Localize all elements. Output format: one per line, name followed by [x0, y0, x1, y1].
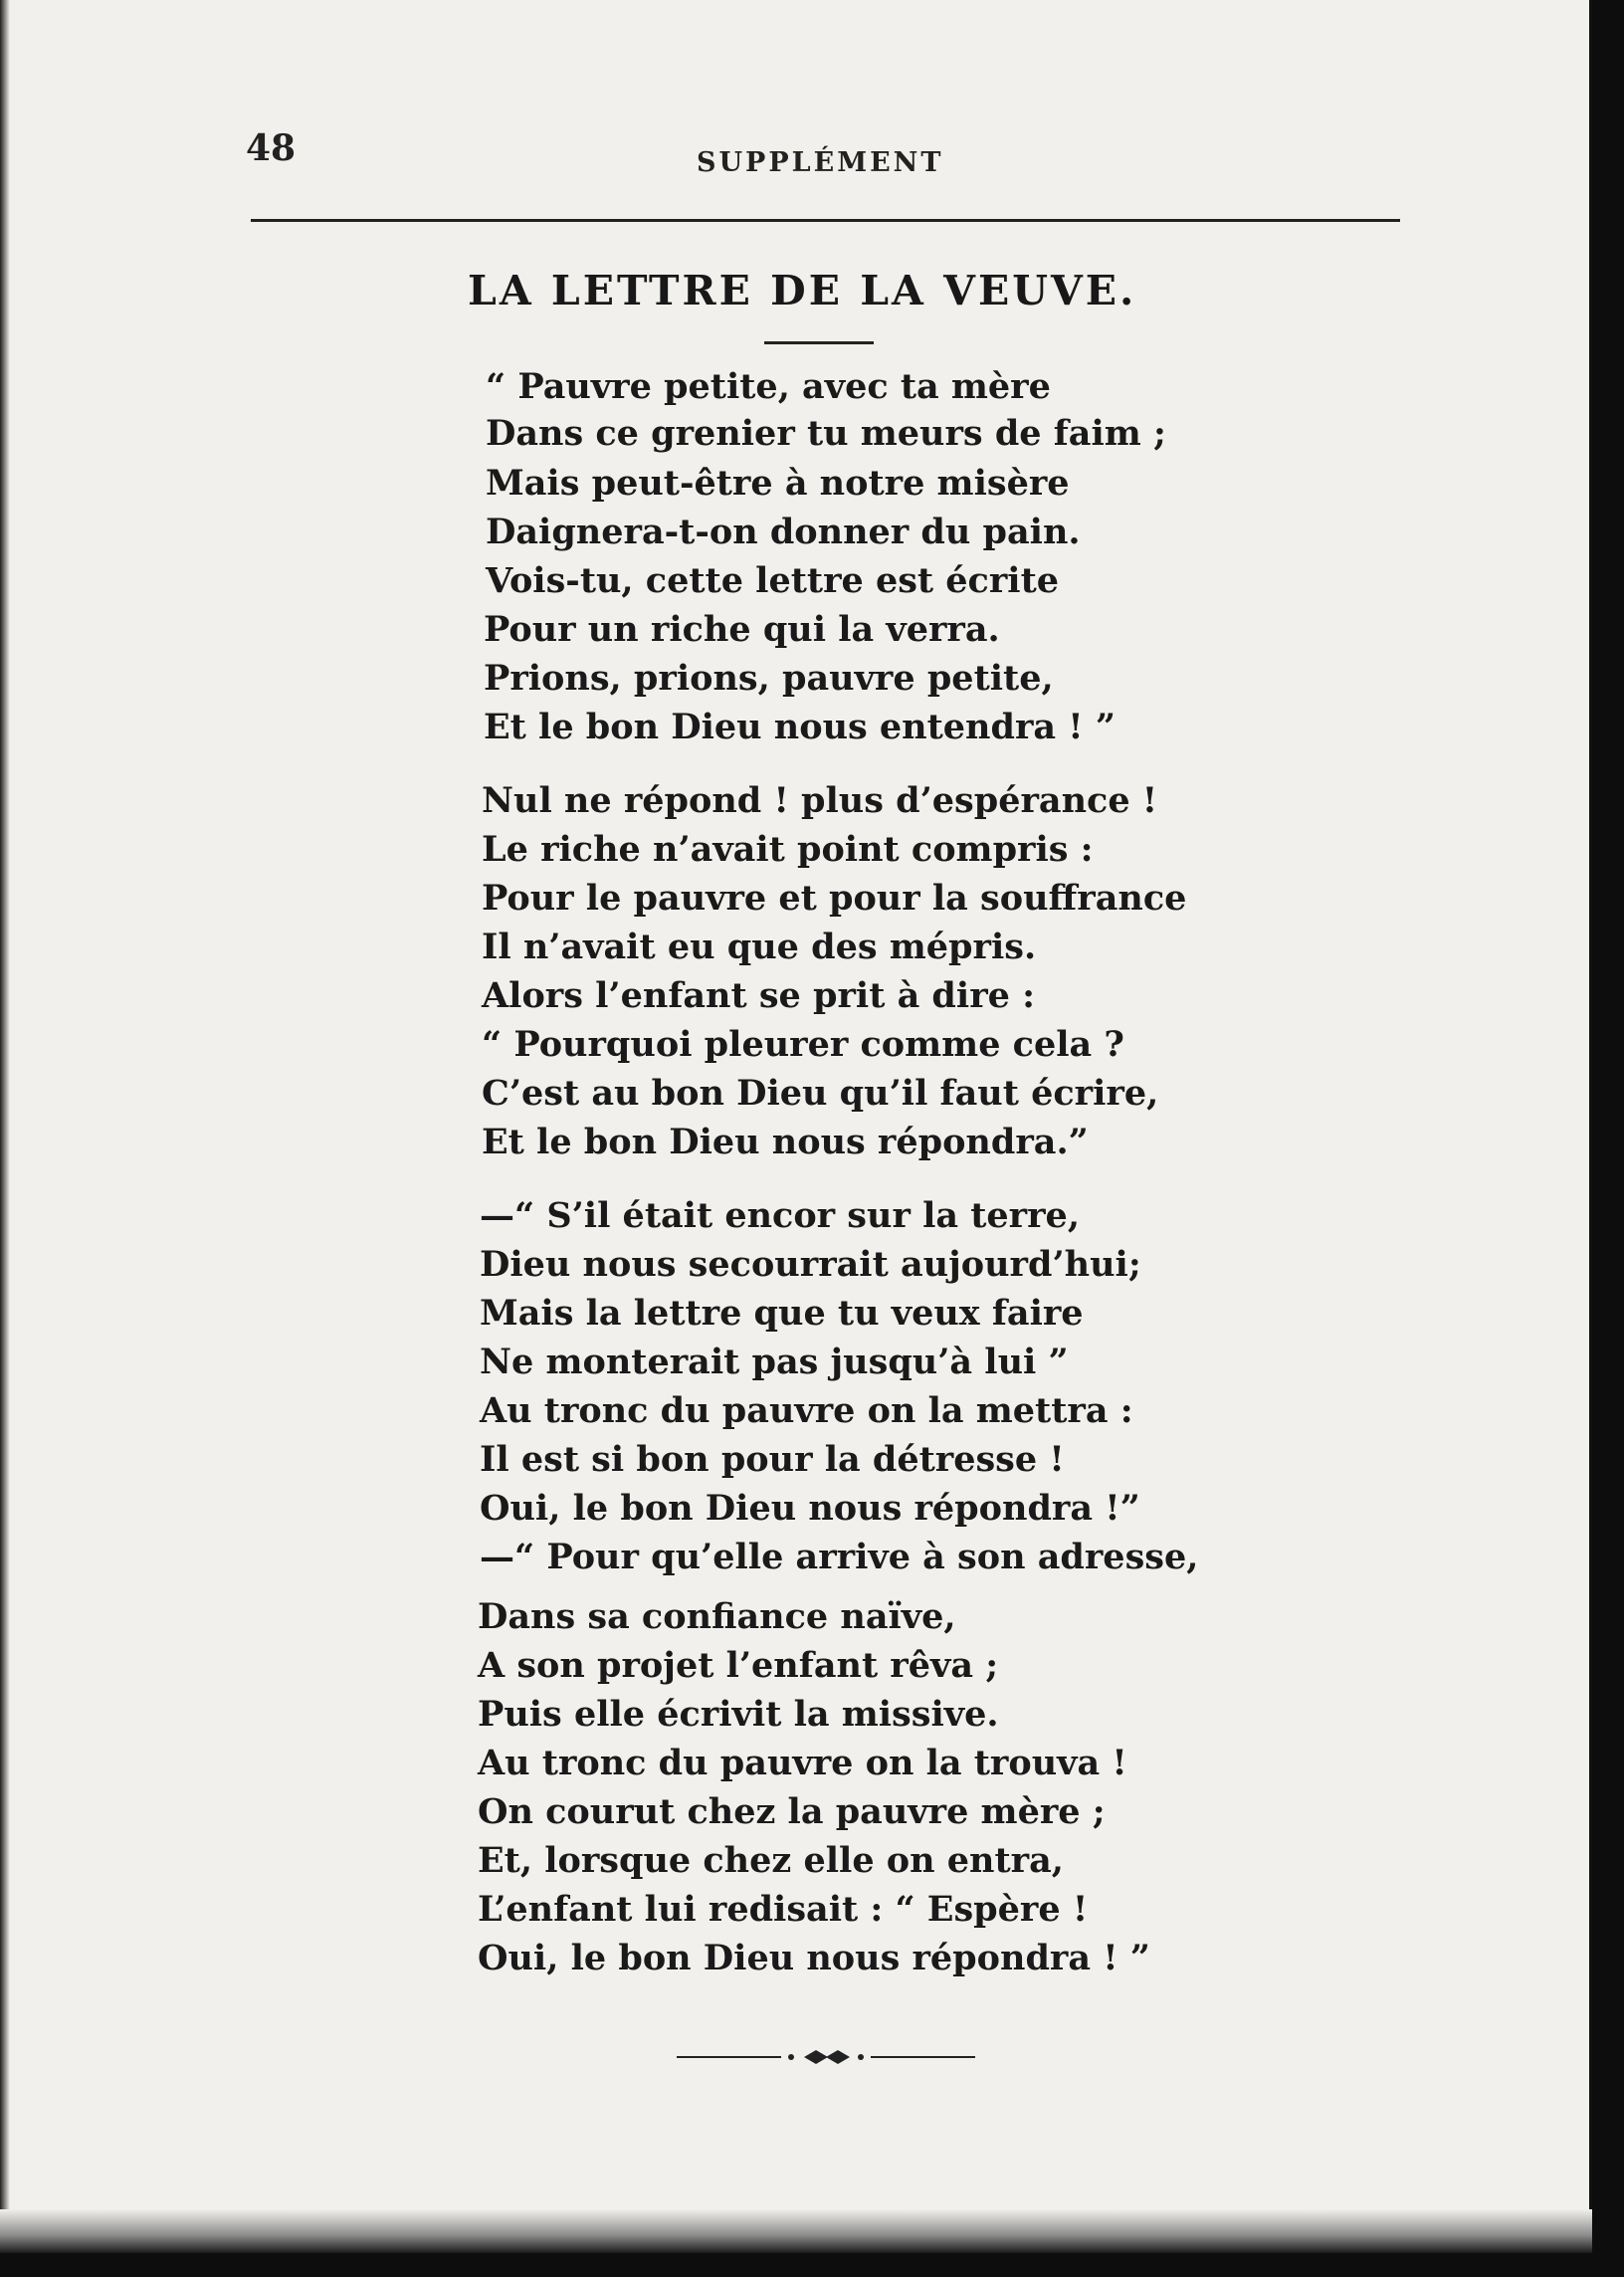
poem-line: Daignera-t-on donner du pain. — [486, 512, 1081, 552]
poem-line: Dieu nous secourrait aujourd’hui; — [480, 1244, 1141, 1285]
poem-line: Pour un riche qui la verra. — [484, 609, 1000, 650]
header-rule — [251, 219, 1400, 222]
poem-line: Il n’avait eu que des mépris. — [482, 927, 1037, 967]
poem-line: “ Pauvre petite, avec ta mère — [486, 366, 1051, 407]
page-edge-shadow — [0, 0, 10, 2253]
poem-line: Le riche n’avait point compris : — [482, 829, 1094, 870]
poem-line: Oui, le bon Dieu nous répondra ! ” — [478, 1938, 1150, 1978]
poem-line: Mais peut-être à notre misère — [486, 463, 1070, 504]
poem-line: On courut chez la pauvre mère ; — [478, 1791, 1106, 1832]
poem-line: Au tronc du pauvre on la mettra : — [480, 1390, 1133, 1431]
poem-line: Puis elle écrivit la missive. — [478, 1694, 999, 1735]
poem-line: Nul ne répond ! plus d’espérance ! — [482, 780, 1158, 821]
poem-line: Alors l’enfant se prit à dire : — [482, 975, 1036, 1016]
poem-line: Mais la lettre que tu veux faire — [480, 1293, 1084, 1334]
poem-title: LA LETTRE DE LA VEUVE. — [468, 267, 1137, 314]
poem-line: —“ S’il était encor sur la terre, — [480, 1195, 1081, 1236]
poem-line: Et, lorsque chez elle on entra, — [478, 1840, 1064, 1881]
poem-line: C’est au bon Dieu qu’il faut écrire, — [482, 1073, 1159, 1114]
poem-line: L’enfant lui redisait : “ Espère ! — [478, 1889, 1089, 1930]
poem-line: Ne monterait pas jusqu’à lui ” — [480, 1342, 1069, 1382]
poem-line: Et le bon Dieu nous entendra ! ” — [484, 707, 1116, 747]
page-bottom-shadow — [0, 2209, 1592, 2253]
title-rule — [764, 341, 874, 344]
running-title: SUPPLÉMENT — [697, 147, 944, 178]
poem-line: —“ Pour qu’elle arrive à son adresse, — [480, 1537, 1199, 1577]
end-ornament — [677, 2045, 975, 2069]
page-number: 48 — [246, 127, 297, 169]
poem-line: Vois-tu, cette lettre est écrite — [486, 560, 1060, 601]
poem-line: Et le bon Dieu nous répondra.” — [482, 1122, 1089, 1162]
poem-line: Oui, le bon Dieu nous répondra !” — [480, 1488, 1140, 1529]
poem-line: Dans ce grenier tu meurs de faim ; — [486, 413, 1166, 454]
poem-line: Prions, prions, pauvre petite, — [484, 658, 1054, 699]
poem-line: Dans sa confiance naïve, — [478, 1596, 956, 1637]
poem-line: A son projet l’enfant rêva ; — [478, 1645, 999, 1686]
poem-line: Pour le pauvre et pour la souffrance — [482, 878, 1187, 919]
poem-line: Il est si bon pour la détresse ! — [480, 1439, 1065, 1480]
poem-line: “ Pourquoi pleurer comme cela ? — [482, 1024, 1124, 1065]
poem-line: Au tronc du pauvre on la trouva ! — [478, 1743, 1127, 1783]
